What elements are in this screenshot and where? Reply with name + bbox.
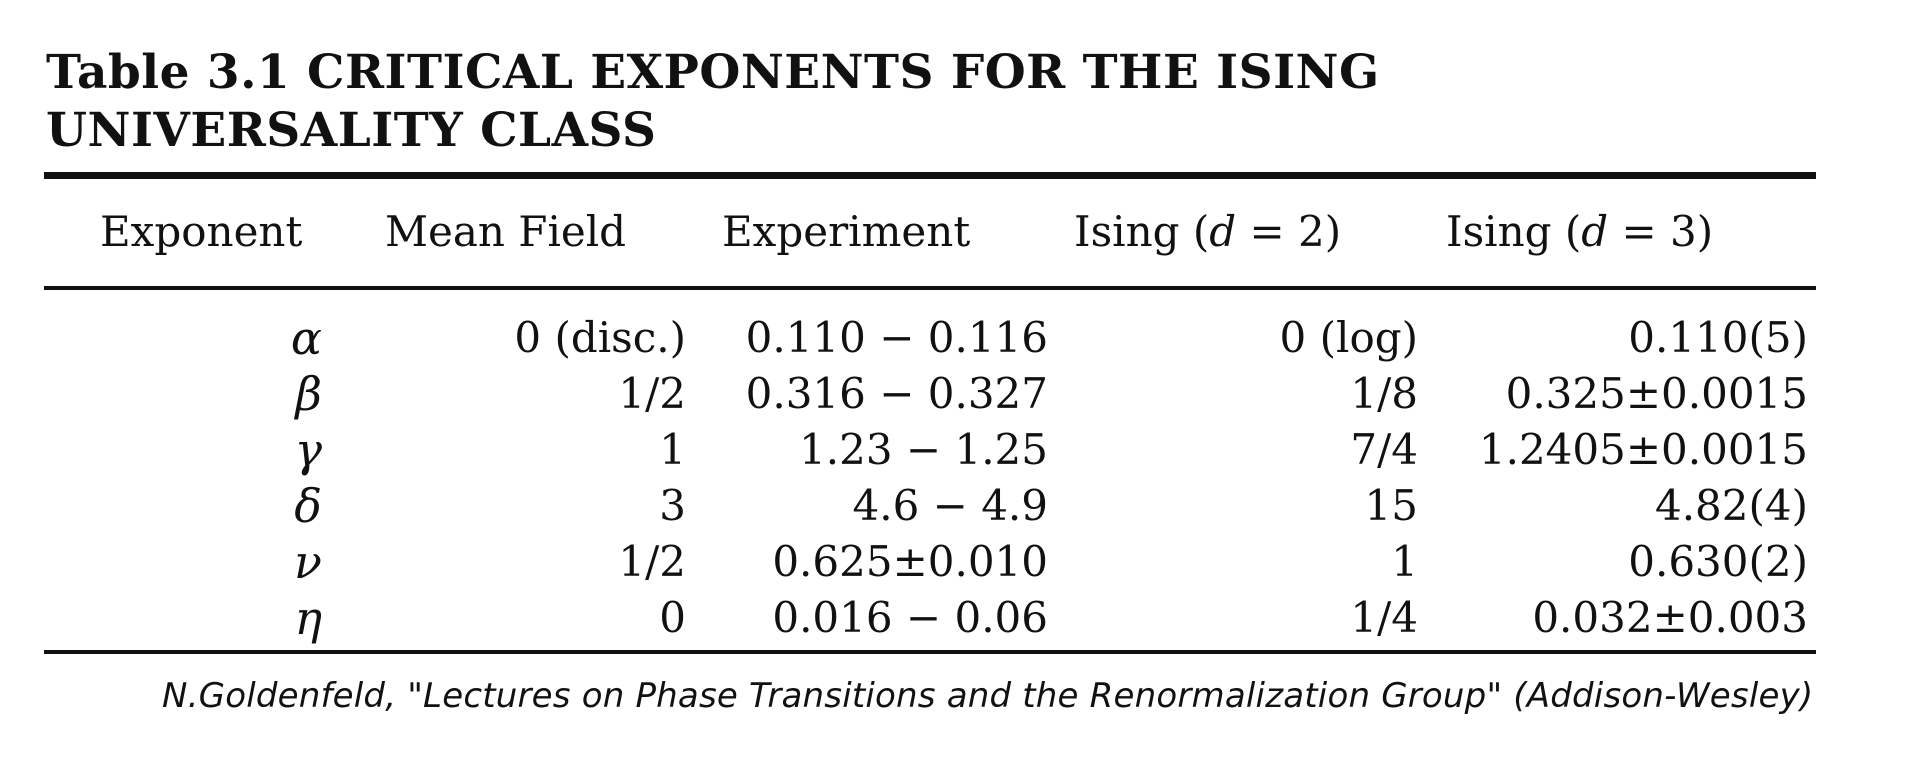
table-body — [44, 310, 1816, 646]
ising-d3-value: 0.325±0.0015 — [1505, 369, 1808, 418]
top-rule — [44, 172, 1816, 179]
experiment-value: 0.016 − 0.06 — [772, 593, 1048, 642]
ising-d2-value: 15 — [1364, 481, 1418, 530]
mean-field-value: 1/2 — [618, 537, 686, 586]
exponent-symbol: α — [290, 311, 322, 365]
experiment-value: 0.110 − 0.116 — [745, 313, 1048, 362]
exponent-symbol: β — [295, 367, 322, 421]
table-title-line-2: UNIVERSALITY CLASS — [46, 103, 657, 158]
ising-d3-value: 4.82(4) — [1654, 481, 1808, 530]
header-ising-d3-variable: d — [1581, 207, 1609, 256]
header-rule — [44, 286, 1816, 290]
experiment-value: 1.23 − 1.25 — [799, 425, 1048, 474]
ising-d2-value: 7/4 — [1350, 425, 1418, 474]
experiment-value: 0.316 − 0.327 — [745, 369, 1048, 418]
header-ising-d3-prefix: Ising ( — [1446, 207, 1582, 256]
mean-field-value: 1 — [659, 425, 686, 474]
table-row-gamma — [44, 422, 1816, 478]
mean-field-value: 3 — [659, 481, 686, 530]
header-experiment: Experiment — [722, 207, 971, 256]
header-ising-d3-suffix: = 3) — [1608, 207, 1714, 256]
ising-d3-value: 1.2405±0.0015 — [1478, 425, 1808, 474]
header-ising-d3 — [1446, 200, 1713, 264]
experiment-value: 0.625±0.010 — [772, 537, 1048, 586]
exponent-symbol: γ — [294, 423, 322, 477]
ising-d2-value: 1/8 — [1350, 369, 1418, 418]
header-ising-d2-prefix: Ising ( — [1074, 207, 1210, 256]
header-exponent: Exponent — [100, 207, 303, 256]
table-title-line-1: Table 3.1 CRITICAL EXPONENTS FOR THE ISING — [46, 45, 1380, 100]
experiment-value: 4.6 − 4.9 — [852, 481, 1048, 530]
exponent-symbol: ν — [294, 535, 322, 589]
handwritten-source-note: N.Goldenfeld, "Lectures on Phase Transitions and the Renormalization Group" (Addison-Wesley) — [162, 676, 1814, 716]
ising-d3-value: 0.032±0.003 — [1532, 593, 1808, 642]
header-ising-d2-variable: d — [1209, 207, 1237, 256]
ising-d3-value: 0.630(2) — [1628, 537, 1808, 586]
table-row-beta — [44, 366, 1816, 422]
mean-field-value: 1/2 — [618, 369, 686, 418]
ising-d2-value: 0 (log) — [1279, 313, 1418, 362]
ising-d2-value: 1/4 — [1350, 593, 1418, 642]
exponent-symbol: δ — [294, 479, 322, 533]
table-row-eta — [44, 590, 1816, 646]
header-ising-d2-suffix: = 2) — [1236, 207, 1342, 256]
table-row-delta — [44, 478, 1816, 534]
header-mean-field: Mean Field — [385, 207, 627, 256]
mean-field-value: 0 — [659, 593, 686, 642]
mean-field-value: 0 (disc.) — [514, 313, 686, 362]
header-ising-d2 — [1074, 200, 1341, 264]
table-row-alpha — [44, 310, 1816, 366]
ising-d3-value: 0.110(5) — [1628, 313, 1808, 362]
bottom-rule — [44, 650, 1816, 654]
ising-d2-value: 1 — [1391, 537, 1418, 586]
table-row-nu — [44, 534, 1816, 590]
exponent-symbol: η — [294, 591, 322, 645]
table-title — [46, 44, 1806, 160]
